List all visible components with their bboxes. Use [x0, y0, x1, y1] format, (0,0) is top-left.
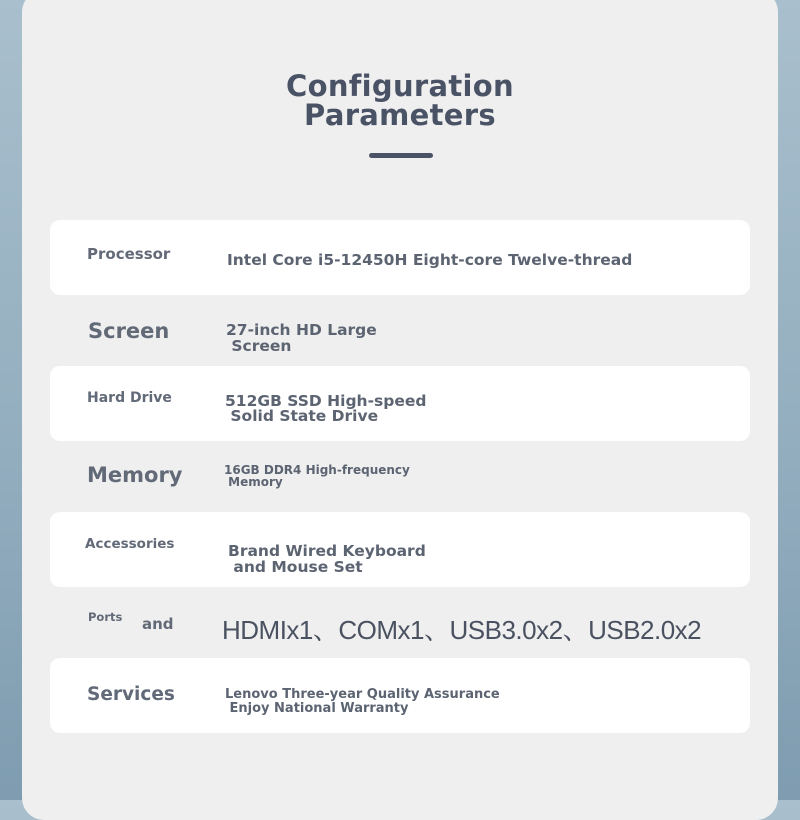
spec-value-accessories: Brand Wired Keyboard and Mouse Set: [228, 542, 426, 576]
spec-row-services: [50, 658, 750, 733]
spec-label-accessories: Accessories: [85, 536, 175, 552]
spec-row-ports: [50, 590, 750, 665]
spec-row-accessories: [50, 512, 750, 587]
spec-label-hard-drive: Hard Drive: [87, 390, 172, 406]
spec-value-ports: HDMIx1、COMx1、USB3.0x2、USB2.0x2: [222, 615, 702, 645]
spec-row-memory: [50, 445, 750, 520]
title-line-2: Parameters: [304, 98, 496, 132]
spec-row-hard-drive: [50, 366, 750, 441]
spec-label-screen: Screen: [88, 319, 170, 343]
spec-row-screen: [50, 298, 750, 373]
page-title: [0, 69, 800, 132]
title-line-1: Configuration: [286, 69, 514, 103]
title-underline: [369, 153, 433, 158]
spec-label-services: Services: [87, 684, 175, 705]
spec-label-memory: Memory: [87, 463, 183, 487]
spec-row-processor: [50, 220, 750, 295]
spec-value-services: Lenovo Three-year Quality Assurance Enjoy National Warranty: [225, 687, 500, 716]
spec-label-ports-and: and: [142, 615, 174, 633]
spec-value-hard-drive: 512GB SSD High-speed Solid State Drive: [225, 392, 427, 425]
spec-label-processor: Processor: [87, 245, 171, 263]
spec-value-memory: 16GB DDR4 High-frequency Memory: [224, 463, 410, 489]
spec-label-ports: Ports: [88, 610, 123, 624]
spec-value-screen: 27-inch HD Large Screen: [226, 321, 377, 355]
spec-value-processor: Intel Core i5-12450H Eight-core Twelve-thread: [227, 251, 633, 269]
